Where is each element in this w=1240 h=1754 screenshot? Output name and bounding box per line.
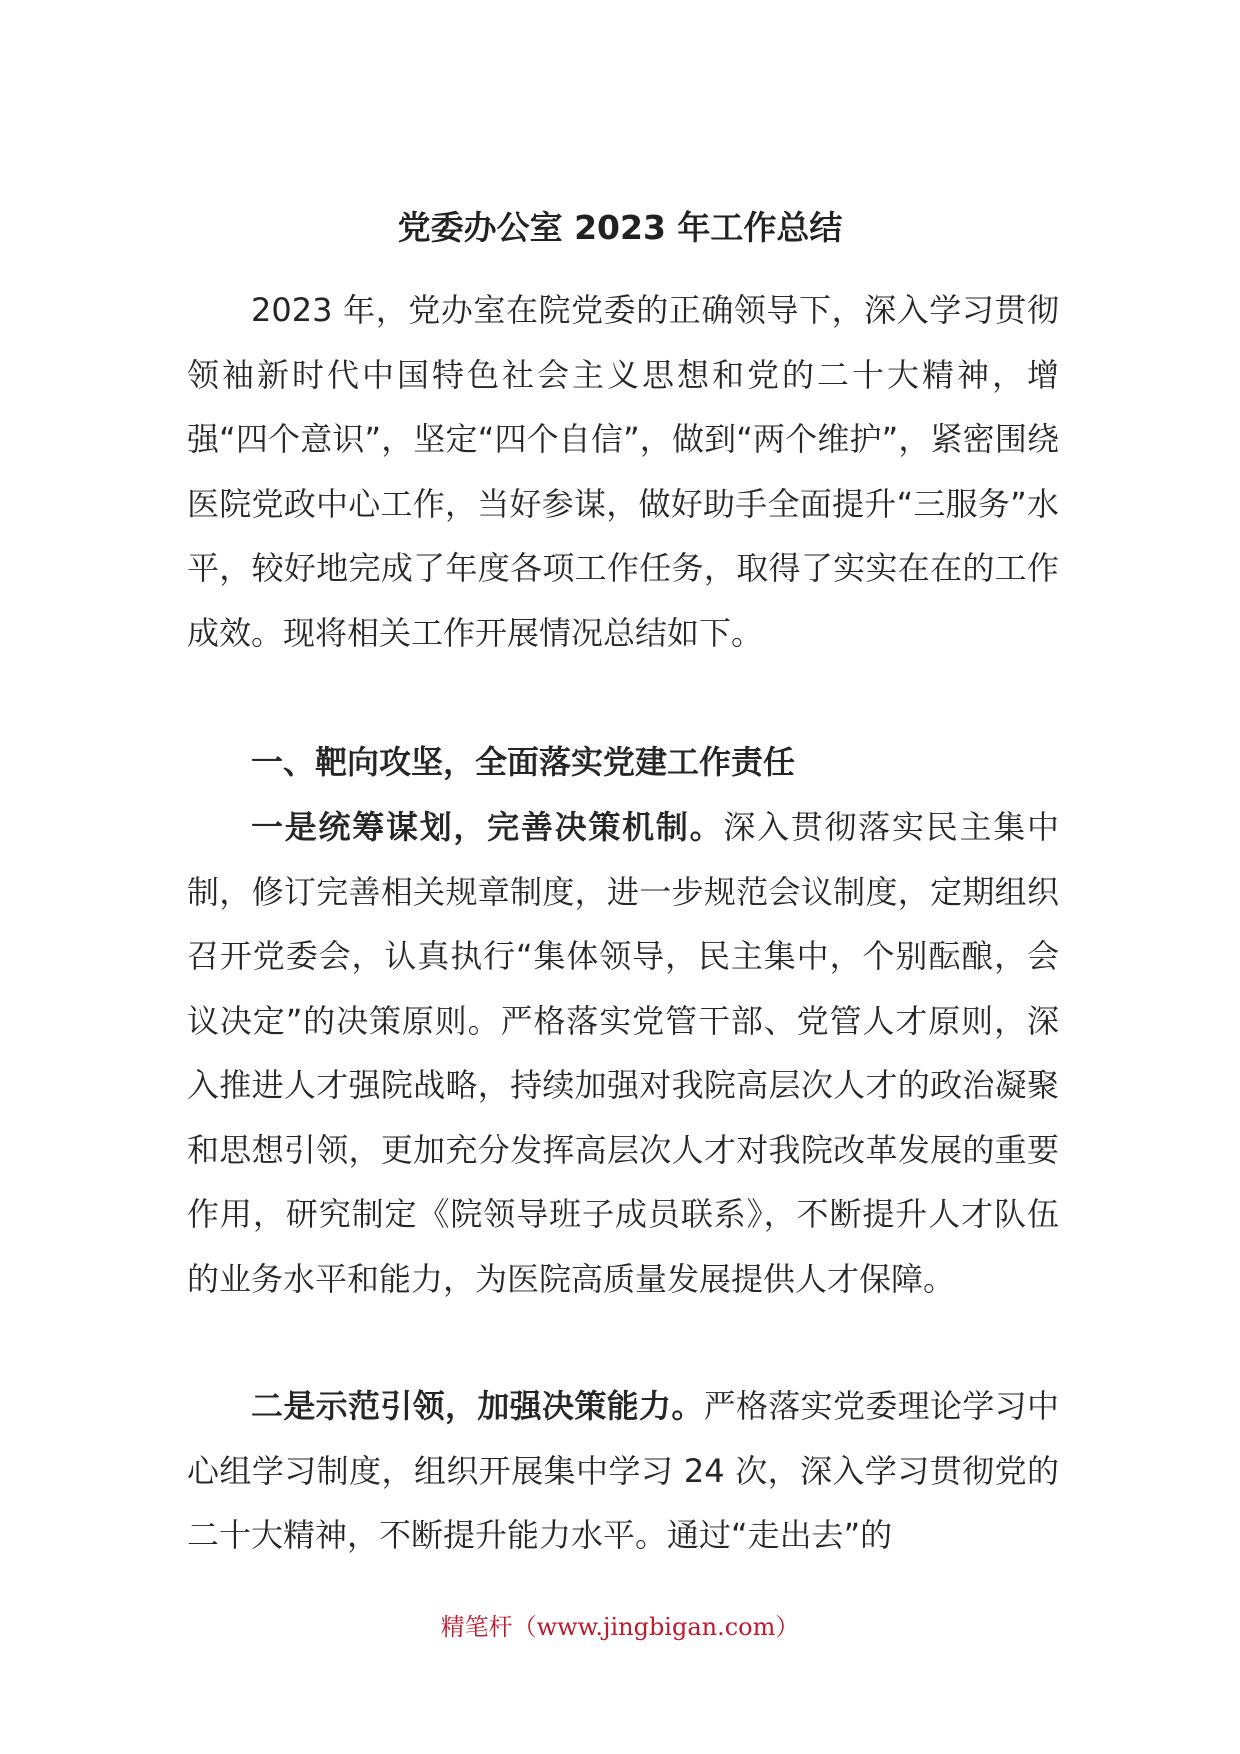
footer-watermark: 精笔杆（www.jingbigan.com） (440, 1613, 800, 1641)
item-2-lead: 二是示范引领，加强决策能力。 (251, 1387, 704, 1425)
section-heading (187, 730, 1059, 795)
item-1-paragraph (187, 795, 1059, 1311)
intro-text: 2023 年，党办室在院党委的正确领导下，深入学习贯彻领袖新时代中国特色社会主义思想和党的二十大精神，增强“四个意识”，坚定“四个自信”，做到“两个维护”，紧密围绕医院党政中心工作，当好参谋，做好助手全面提升“三服务”水平，较好地完成了年度各项工作任务，取得了实实在在的工作成效。现将相关工作开展情况总结如下。 (187, 291, 1059, 652)
section-1-heading: 一、靶向攻坚，全面落实党建工作责任 (251, 743, 796, 781)
intro-paragraph (187, 278, 1059, 665)
item-1-text-block (187, 795, 1059, 1311)
item-1-text: 深入贯彻落实民主集中制，修订完善相关规章制度，进一步规范会议制度，定期组织召开党委会，认真执行“集体领导，民主集中，个别酝酿，会议决定”的决策原则。严格落实党管干部、党管人才原则，深入推进人才强院战略，持续加强对我院高层次人才的政治凝聚和思想引领，更加充分发挥高层次人才对我院改革发展的重要作用，研究制定《院领导班子成员联系》，不断提升人才队伍的业务水平和能力，为医院高质量发展提供人才保障。 (187, 808, 1059, 1298)
item-2-text: 严格落实党委理论学习中心组学习制度，组织开展集中学习 24 次，深入学习贯彻党的二十大精神，不断提升能力水平。通过“走出去”的 (187, 1387, 1059, 1554)
item-2-paragraph (187, 1374, 1059, 1568)
item-2-text-block (187, 1374, 1059, 1568)
item-1-lead: 一是统筹谋划，完善决策机制。 (251, 808, 724, 846)
document-title: 党委办公室 2023 年工作总结 (397, 208, 843, 247)
